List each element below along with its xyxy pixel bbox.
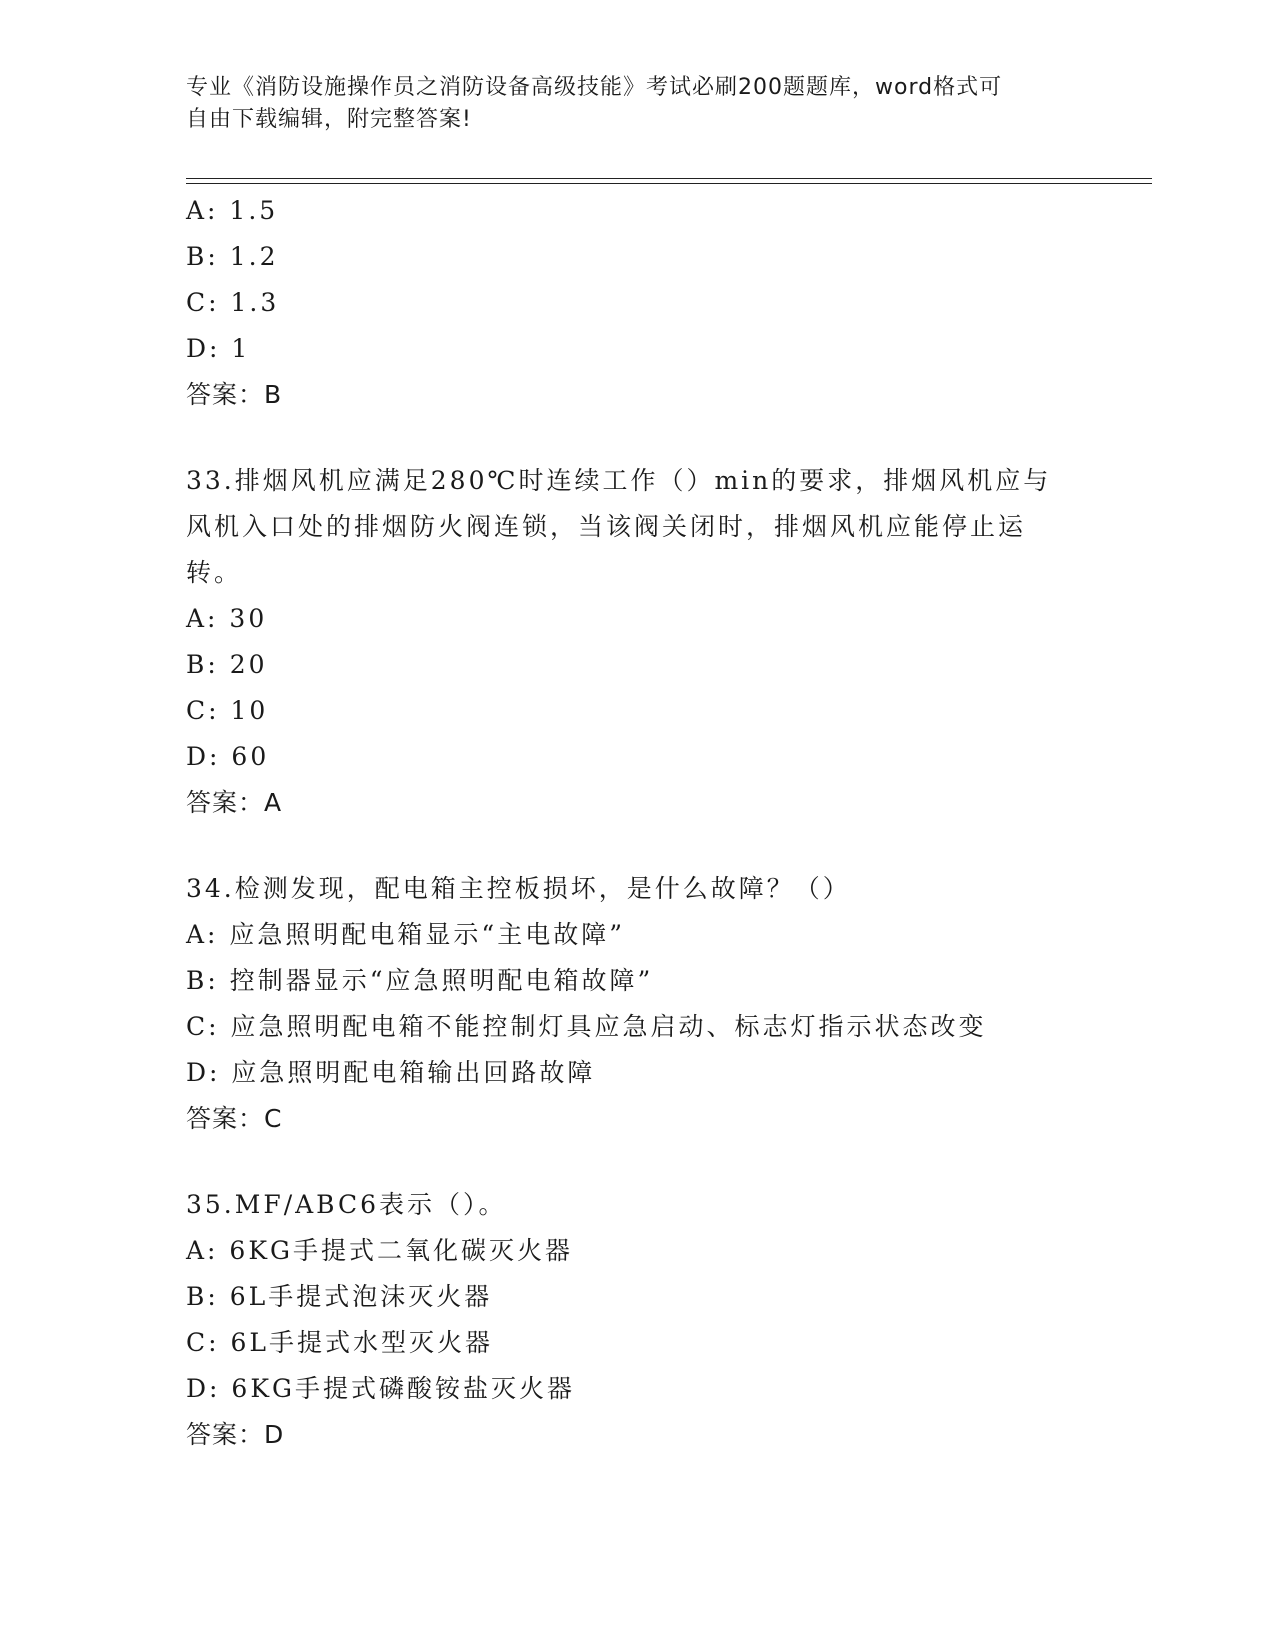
answer-line: 答案：A [186, 788, 283, 817]
answer-line: 答案：C [186, 1104, 283, 1133]
header-line-2: 自由下载编辑，附完整答案! [186, 107, 472, 132]
answer-line: 答案：D [186, 1420, 285, 1449]
option-c: C: 应急照明配电箱不能控制灯具应急启动、标志灯指示状态改变 [186, 1012, 987, 1041]
option-b: B: 控制器显示“应急照明配电箱故障” [186, 966, 654, 995]
question-text-line: 34.检测发现，配电箱主控板损坏，是什么故障？（） [186, 874, 851, 903]
option-a: A: 6KG手提式二氧化碳灭火器 [186, 1236, 573, 1265]
document-content [186, 188, 1086, 1458]
option-a: A: 30 [186, 604, 268, 633]
question-33 [186, 458, 1086, 826]
question-text-line: 35.MF/ABC6表示（）。 [186, 1190, 507, 1219]
option-d: D: 应急照明配电箱输出回路故障 [186, 1058, 596, 1087]
option-d: D: 60 [186, 742, 270, 771]
question-34 [186, 866, 1086, 1142]
option-c: C: 6L手提式水型灭火器 [186, 1328, 494, 1357]
header-divider-bottom [186, 183, 1152, 184]
question-text-line: 风机入口处的排烟防火阀连锁，当该阀关闭时，排烟风机应能停止运 [186, 512, 1027, 541]
option-b: B: 1.2 [186, 242, 279, 271]
option-b: B: 20 [186, 650, 268, 679]
answer-line: 答案：B [186, 380, 283, 409]
option-c: C: 1.3 [186, 288, 280, 317]
option-b: B: 6L手提式泡沫灭火器 [186, 1282, 493, 1311]
question-text-line: 33.排烟风机应满足280℃时连续工作（）min的要求，排烟风机应与 [186, 466, 1052, 495]
document-header [186, 72, 1086, 136]
option-a: A: 1.5 [186, 196, 279, 225]
question-text-line: 转。 [186, 558, 243, 587]
option-d: D: 1 [186, 334, 251, 363]
question-32-tail [186, 188, 1086, 418]
header-line-1: 专业《消防设施操作员之消防设备高级技能》考试必刷200题题库，word格式可 [186, 75, 1003, 100]
option-a: A: 应急照明配电箱显示“主电故障” [186, 920, 625, 949]
option-d: D: 6KG手提式磷酸铵盐灭火器 [186, 1374, 575, 1403]
header-divider-top [186, 178, 1152, 179]
option-c: C: 10 [186, 696, 269, 725]
question-35 [186, 1182, 1086, 1458]
